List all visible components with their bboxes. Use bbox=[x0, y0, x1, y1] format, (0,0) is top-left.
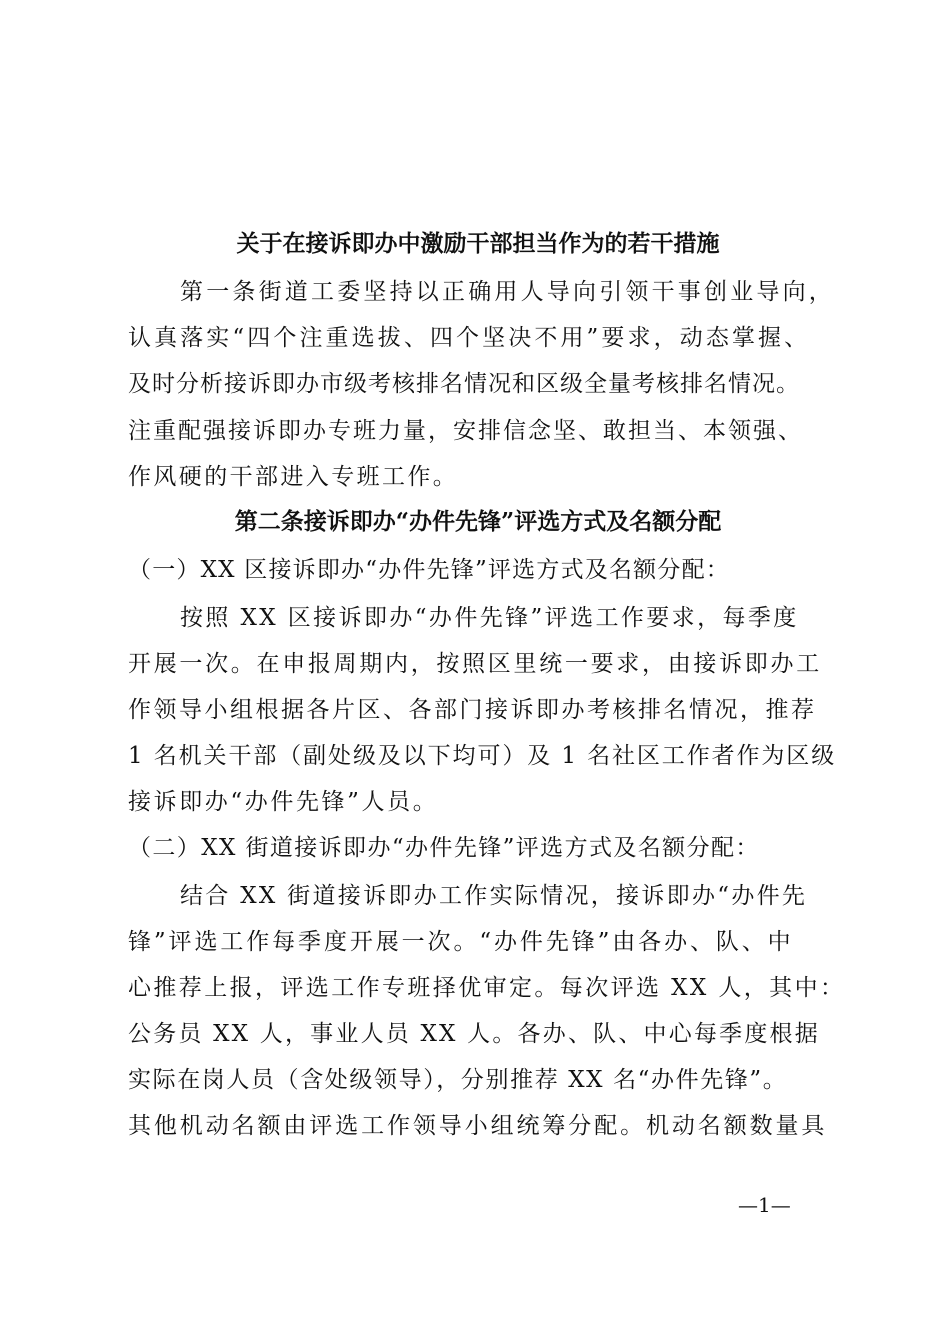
page-number: —1— bbox=[738, 1193, 791, 1217]
sub2-line-5: 实际在岗人员（含处级领导），分别推荐 XX 名“办件先锋”。 bbox=[128, 1067, 788, 1093]
document-title: 关于在接诉即办中激励干部担当作为的若干措施 bbox=[236, 230, 720, 257]
sub1-line-5: 接诉即办“办件先锋”人员。 bbox=[128, 789, 439, 815]
article1-line-1: 第一条街道工委坚持以正确用人导向引领干事创业导向， bbox=[180, 279, 835, 305]
sub2-line-2: 锋”评选工作每季度开展一次。“办件先锋”由各办、队、中 bbox=[128, 929, 794, 955]
sub1-line-4: 1 名机关干部（副处级及以下均可）及 1 名社区工作者作为区级 bbox=[128, 743, 837, 769]
article1-line-4: 注重配强接诉即办专班力量，安排信念坚、敢担当、本领强、 bbox=[128, 418, 803, 444]
sub2-heading: （二）XX 街道接诉即办“办件先锋”评选方式及名额分配： bbox=[128, 835, 760, 861]
sub1-line-1: 按照 XX 区接诉即办“办件先锋”评选工作要求，每季度 bbox=[180, 605, 799, 631]
sub2-line-3: 心推荐上报，评选工作专班择优审定。每次评选 XX 人，其中： bbox=[128, 975, 846, 1001]
article1-line-2: 认真落实“四个注重选拔、四个坚决不用”要求，动态掌握、 bbox=[128, 325, 811, 351]
article1-line-3: 及时分析接诉即办市级考核排名情况和区级全量考核排名情况。 bbox=[128, 371, 800, 397]
article2-heading: 第二条接诉即办“办件先锋”评选方式及名额分配 bbox=[234, 508, 722, 535]
sub1-heading: （一）XX 区接诉即办“办件先锋”评选方式及名额分配： bbox=[128, 557, 730, 583]
sub1-line-2: 开展一次。在申报周期内，按照区里统一要求，由接诉即办工 bbox=[128, 651, 822, 677]
sub1-line-3: 作领导小组根据各片区、各部门接诉即办考核排名情况，推荐 bbox=[128, 697, 817, 723]
sub2-line-4: 公务员 XX 人，事业人员 XX 人。各办、队、中心每季度根据 bbox=[128, 1021, 820, 1047]
article1-line-5: 作风硬的干部进入专班工作。 bbox=[128, 464, 459, 490]
sub2-line-6: 其他机动名额由评选工作领导小组统筹分配。机动名额数量具 bbox=[128, 1113, 828, 1139]
sub2-line-1: 结合 XX 街道接诉即办工作实际情况，接诉即办“办件先 bbox=[180, 883, 808, 909]
